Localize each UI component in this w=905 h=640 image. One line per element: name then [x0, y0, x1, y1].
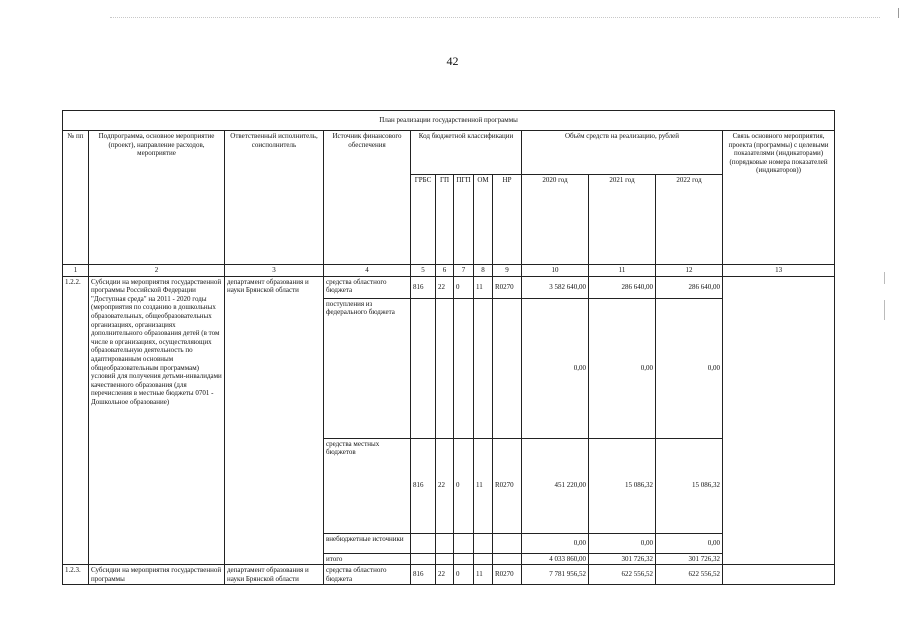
gp-cell: 22: [436, 565, 454, 585]
pgp-cell: [454, 298, 474, 438]
pgp-cell: 0: [454, 276, 474, 298]
column-number-row: [63, 265, 835, 277]
col-number: 10: [522, 265, 589, 277]
pgp-cell: 0: [454, 438, 474, 533]
gp-cell: [436, 298, 454, 438]
program-plan-table: [62, 110, 835, 585]
value-2021: 0,00: [589, 298, 656, 438]
col-number: 3: [225, 265, 324, 277]
header-2021: 2021 год: [589, 175, 656, 265]
header-gp: ГП: [436, 175, 454, 265]
col-number: 2: [89, 265, 225, 277]
header-executor: Ответственный исполнитель, соисполнитель: [225, 131, 324, 265]
item-number: 1.2.3.: [63, 565, 89, 585]
pgp-cell: [454, 533, 474, 553]
value-2020: 7 781 956,52: [522, 565, 589, 585]
np-cell: R0270: [493, 438, 522, 533]
gp-cell: 22: [436, 438, 454, 533]
scan-artifact-tick: [884, 300, 885, 320]
gp-cell: [436, 553, 454, 565]
om-cell: 11: [474, 565, 493, 585]
header-om: ОМ: [474, 175, 493, 265]
scan-artifact-line: [110, 17, 880, 19]
scan-artifact-tick: [884, 272, 885, 284]
link-cell: [723, 276, 835, 565]
grbs-cell: 816: [411, 276, 436, 298]
page-number: 42: [446, 54, 459, 68]
grbs-cell: 816: [411, 565, 436, 585]
np-cell: R0270: [493, 565, 522, 585]
value-2021: 0,00: [589, 533, 656, 553]
value-2021: 622 556,52: [589, 565, 656, 585]
col-number: 12: [656, 265, 723, 277]
np-cell: [493, 533, 522, 553]
source-cell: поступления из федерального бюджета: [324, 298, 411, 438]
header-pgp: ПГП: [454, 175, 474, 265]
header-2022: 2022 год: [656, 175, 723, 265]
table-row: [63, 276, 835, 298]
col-number: 1: [63, 265, 89, 277]
total-2020: 4 033 860,00: [522, 553, 589, 565]
col-number: 7: [454, 265, 474, 277]
grbs-cell: [411, 553, 436, 565]
header-link: Связь основного мероприятия, проекта (программы) с целевыми показателями (индикаторами) (порядковые номера показателей (индикаторов)): [723, 131, 835, 265]
om-cell: 11: [474, 276, 493, 298]
gp-cell: 22: [436, 276, 454, 298]
value-2022: 286 640,00: [656, 276, 723, 298]
om-cell: [474, 533, 493, 553]
col-number: 9: [493, 265, 522, 277]
col-number: 5: [411, 265, 436, 277]
grbs-cell: 816: [411, 438, 436, 533]
col-number: 4: [324, 265, 411, 277]
item-name: Субсидии на мероприятия государственной программы Российской Федерации "Доступная среда" на 2011 - 2020 годы (мероприятия по созданию в дошкольных образовательных, общеобразовательных организациях, организациях дополнительного образования детей (в том числе в организациях, осуществляющих образовательную деятельность по адаптированным основным общеобразовательным программам) условий для получения детьми-инвалидами качественного образования (для перечисления в местные бюджеты 0701 - Дошкольное образование): [89, 276, 225, 565]
source-cell: средства областного бюджета: [324, 565, 411, 585]
header-np: НР: [493, 175, 522, 265]
gp-cell: [436, 533, 454, 553]
item-number: 1.2.2.: [63, 276, 89, 565]
value-2022: 0,00: [656, 298, 723, 438]
item-executor: департамент образования и науки Брянской области: [225, 565, 324, 585]
value-2020: 0,00: [522, 533, 589, 553]
header-subprogram: Подпрограмма, основное мероприятие (проект), направление расходов, мероприятие: [89, 131, 225, 265]
value-2020: 0,00: [522, 298, 589, 438]
col-number: 8: [474, 265, 493, 277]
value-2021: 15 086,32: [589, 438, 656, 533]
np-cell: [493, 298, 522, 438]
col-number: 6: [436, 265, 454, 277]
grbs-cell: [411, 533, 436, 553]
table-row: [63, 565, 835, 585]
pgp-cell: [454, 553, 474, 565]
pgp-cell: 0: [454, 565, 474, 585]
source-cell: внебюджетные источники: [324, 533, 411, 553]
total-2021: 301 726,32: [589, 553, 656, 565]
link-cell: [723, 565, 835, 585]
om-cell: 11: [474, 438, 493, 533]
value-2020: 451 220,00: [522, 438, 589, 533]
value-2020: 3 582 640,00: [522, 276, 589, 298]
value-2022: 622 556,52: [656, 565, 723, 585]
col-number: 13: [723, 265, 835, 277]
header-2020: 2020 год: [522, 175, 589, 265]
np-cell: [493, 553, 522, 565]
source-cell: средства областного бюджета: [324, 276, 411, 298]
header-grbs: ГРБС: [411, 175, 436, 265]
header-budget-code: Код бюджетной классификации: [411, 131, 522, 175]
header-source: Источник финансового обеспечения: [324, 131, 411, 265]
grbs-cell: [411, 298, 436, 438]
om-cell: [474, 298, 493, 438]
scan-artifact-mark: [898, 8, 899, 18]
item-executor: департамент образования и науки Брянской области: [225, 276, 324, 565]
source-cell: средства местных бюджетов: [324, 438, 411, 533]
value-2021: 286 640,00: [589, 276, 656, 298]
om-cell: [474, 553, 493, 565]
value-2022: 15 086,32: [656, 438, 723, 533]
item-name: Субсидии на мероприятия государственной программы: [89, 565, 225, 585]
col-number: 11: [589, 265, 656, 277]
header-volume: Объём средств на реализацию, рублей: [522, 131, 723, 175]
table-title: План реализации государственной программы: [63, 111, 835, 131]
total-2022: 301 726,32: [656, 553, 723, 565]
np-cell: R0270: [493, 276, 522, 298]
source-cell: итого: [324, 553, 411, 565]
value-2022: 0,00: [656, 533, 723, 553]
header-num: № пп: [63, 131, 89, 265]
